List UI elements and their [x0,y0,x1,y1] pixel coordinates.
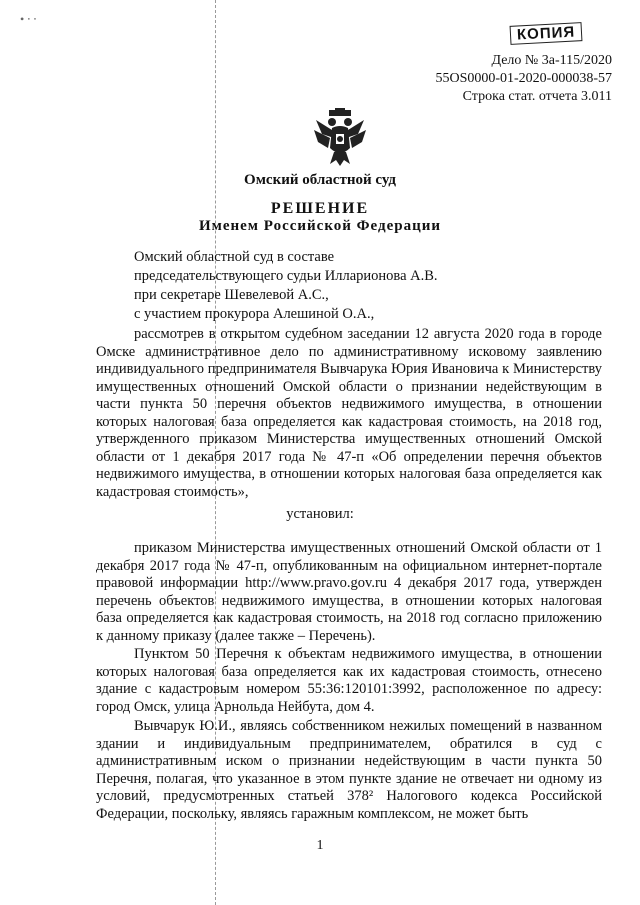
court-composition [134,248,438,324]
document-subtitle: Именем Российской Федерации [198,218,442,234]
paragraph-3: Вывчарук Ю.И., являясь собственником нежилых помещений в названном здании и индивидуальным предпринимателем, обратился в суд с административным иском о признании недействующим в части пункта 50 Перечня, полагая, что указанное в этом пункте здание не отвечает ни одному из условий, предусмотренных статьей 378² Налогового кодекса Российской Федерации, поскольку, являясь гаражным комплексом, не может быть [96,718,602,822]
case-info [435,52,612,106]
case-uid: 55OS0000-01-2020-000038-57 [435,71,612,86]
intro-line: Омский областной суд в составе [134,249,335,265]
scan-mark: • ⸱ ⸱ [20,12,37,26]
intro-line: при секретаре Шевелевой А.С., [134,287,329,303]
established-heading: установил: [286,506,354,522]
copy-stamp: КОПИЯ [510,22,583,45]
intro-line: с участием прокурора Алешиной О.А., [134,306,375,322]
coat-of-arms-icon [312,108,368,168]
paragraph-considering: рассмотрев в открытом судебном заседании 12 августа 2020 года в городе Омске административное дело по административному исковому заявлению индивидуального предпринимателя Вывчарука Юрия Ивановича к Министерству имущественных отношений Омской области о признании недействующим в части пункта 50 перечня объектов недвижимого имущества, в отношении которых налоговая база определяется как кадастровая стоимость, на 2018 год, утвержденного приказом Министерства имущественных отношений Омской области от 1 декабря 2017 года № 47-п «Об определении перечня объектов недвижимого имущества, в отношении которых налоговая база определяется как кадастровая стоимость», [96,326,602,500]
page-number: 1 [316,838,324,853]
case-number: Дело № 3а-115/2020 [491,53,612,68]
stat-line: Строка стат. отчета 3.011 [462,89,612,104]
paragraph-2: Пунктом 50 Перечня к объектам недвижимого имущества, в отношении которых налоговая база определяется как их кадастровая стоимость, отнесено здание с кадастровым номером 55:36:120101:3992, расположенное по адресу: город Омск, улица Арнольда Нейбута, дом 4. [96,646,602,715]
paragraph-1: приказом Министерства имущественных отношений Омской области от 1 декабря 2017 года № 47-п, опубликованным на официальном интернет-портале правовой информации http://www.pravo.gov.ru 4 декабря 2017 года, утвержден перечень объектов недвижимого имущества, в отношении которых налоговая база определяется как кадастровая стоимость, на 2018 год согласно приложению к данному приказу (далее также – Перечень). [96,540,602,644]
court-name: Омский областной суд [244,172,396,188]
intro-line: председательствующего судьи Илларионова А.В. [134,268,438,284]
document-title: РЕШЕНИЕ [270,200,370,217]
